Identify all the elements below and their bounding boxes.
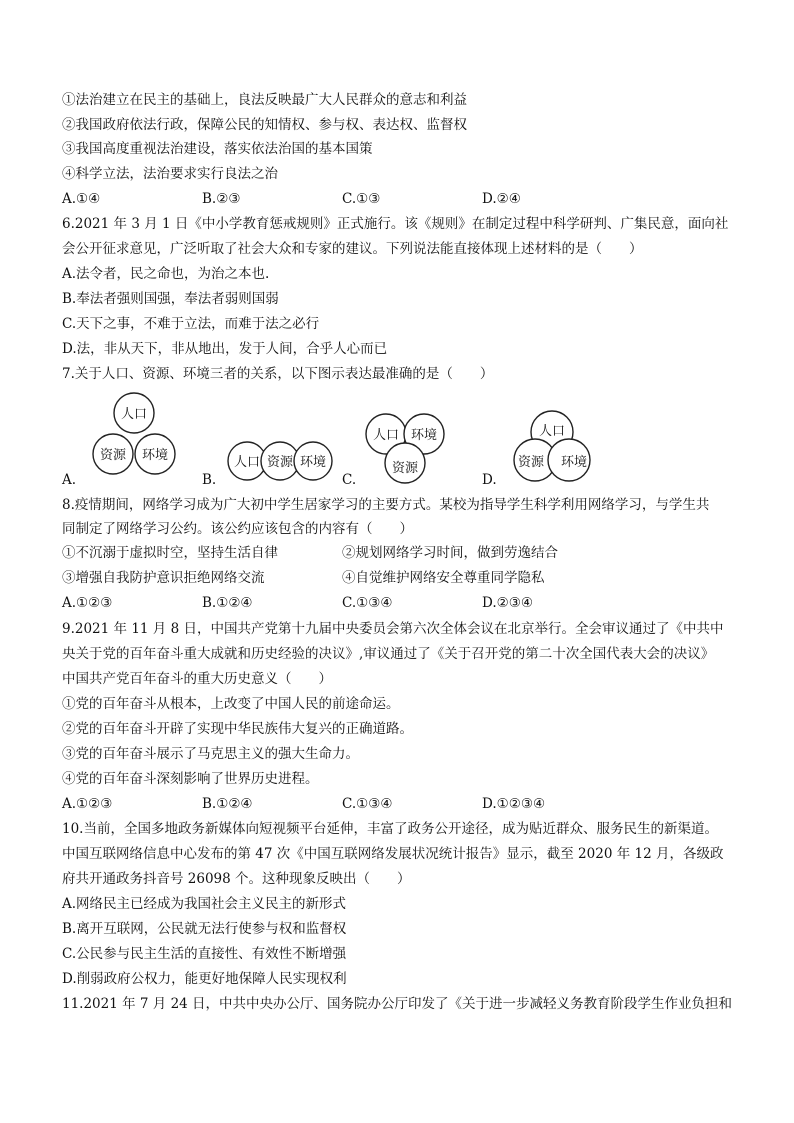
q11-stem: 11.2021 年 7 月 24 日，中共中央办公厅、国务院办公厅印发了《关于进一步减轻义务教育阶段学生作业负担和 — [62, 996, 733, 1012]
q5-option-d: D.②④ — [482, 191, 521, 207]
q9-option-b: B.①②④ — [202, 796, 253, 812]
diagram-d-environment-label: 环境 — [560, 455, 588, 470]
diagram-a-resources-label: 资源 — [99, 448, 127, 463]
q8-statement-3: ③增强自我防护意识拒绝网络交流 — [62, 570, 265, 586]
diagram-c — [364, 410, 446, 486]
q10-option-b: B.离开互联网，公民就无法行使参与权和监督权 — [62, 921, 347, 937]
diagram-c-environment-label: 环境 — [410, 428, 438, 443]
q9-statement-2: ②党的百年奋斗开辟了实现中华民族伟大复兴的正确道路。 — [62, 721, 413, 737]
q5-statement-3: ③我国高度重视法治建设，落实依法治国的基本国策 — [62, 141, 373, 157]
diagram-c-letter: C. — [342, 472, 357, 488]
q8-statement-1: ①不沉溺于虚拟时空，坚持生活自律 — [62, 545, 278, 561]
q6-option-a: A.法令者，民之命也，为治之本也. — [62, 266, 270, 282]
q6-option-b: B.奉法者强则国强，奉法者弱则国弱 — [62, 291, 279, 307]
q6-option-d: D.法，非从天下，非从地出，发于人间，合乎人心而已 — [62, 341, 388, 357]
q8-statement-4: ④自觉维护网络安全尊重同学隐私 — [342, 570, 545, 586]
diagram-b-letter: B. — [202, 472, 217, 488]
diagram-d-letter: D. — [482, 472, 497, 488]
q8-option-c: C.①③④ — [342, 595, 393, 611]
q5-statement-2: ②我国政府依法行政，保障公民的知情权、参与权、表达权、监督权 — [62, 117, 467, 133]
q10-stem-line-3: 府共开通政务抖音号 26098 个。这种现象反映出（ ） — [62, 871, 411, 887]
q9-stem-line-2: 央关于党的百年奋斗重大成就和历史经验的决议》,审议通过了《关于召开党的第二十次全国代表大会的决议》 — [62, 646, 715, 662]
q10-option-c: C.公民参与民主生活的直接性、有效性不断增强 — [62, 946, 347, 962]
q10-stem-line-1: 10.当前，全国多地政务新媒体向短视频平台延伸，丰富了政务公开途径，成为贴近群众、服务民生的新渠道。 — [62, 821, 718, 837]
q10-option-d: D.削弱政府公权力，能更好地保障人民实现权利 — [62, 971, 347, 987]
diagram-a-letter: A. — [62, 472, 77, 488]
diagram-c-resources-label: 资源 — [391, 461, 419, 476]
q7-stem: 7.关于人口、资源、环境三者的关系，以下图示表达最准确的是（ ） — [62, 366, 494, 382]
diagram-b-resources-label: 资源 — [266, 455, 294, 470]
q8-option-a: A.①②③ — [62, 595, 113, 611]
diagram-b-environment-label: 环境 — [299, 455, 327, 470]
q5-statement-1: ①法治建立在民主的基础上，良法反映最广大人民群众的意志和利益 — [62, 92, 467, 108]
q6-stem-line-1: 6.2021 年 3 月 1 日《中小学教育惩戒规则》正式施行。该《规则》在制定过程中科学研判、广集民意，面向社 — [62, 216, 729, 232]
diagram-b-population-label: 人口 — [233, 455, 261, 470]
q9-option-d: D.①②③④ — [482, 796, 546, 812]
diagram-d-population-label: 人口 — [538, 424, 566, 439]
diagram-b — [226, 436, 334, 486]
q9-option-c: C.①③④ — [342, 796, 393, 812]
q9-statement-3: ③党的百年奋斗展示了马克思主义的强大生命力。 — [62, 746, 359, 762]
q10-option-a: A.网络民主已经成为我国社会主义民主的新形式 — [62, 896, 347, 912]
q5-option-c: C.①③ — [342, 191, 381, 207]
q6-stem-line-2: 会公开征求意见，广泛听取了社会大众和专家的建议。下列说法能直接体现上述材料的是（ ） — [62, 241, 643, 257]
diagram-a-environment-label: 环境 — [141, 448, 169, 463]
diagram-d-resources-label: 资源 — [517, 455, 545, 470]
q9-statement-1: ①党的百年奋斗从根本，上改变了中国人民的前途命运。 — [62, 696, 400, 712]
q8-stem-line-1: 8.疫情期间，网络学习成为广大初中学生居家学习的主要方式。某校为指导学生科学利用网络学习，与学生共 — [62, 497, 710, 513]
q8-option-b: B.①②④ — [202, 595, 253, 611]
q9-stem-line-1: 9.2021 年 11 月 8 日，中国共产党第十九届中央委员会第六次全体会议在北京举行。全会审议通过了《中共中 — [62, 621, 724, 637]
q5-option-a: A.①④ — [62, 191, 101, 207]
q8-stem-line-2: 同制定了网络学习公约。该公约应该包含的内容有（ ） — [62, 521, 413, 537]
q5-statement-4: ④科学立法，法治要求实行良法之治 — [62, 166, 278, 182]
diagram-a-population-label: 人口 — [120, 407, 148, 422]
q8-option-d: D.②③④ — [482, 595, 533, 611]
diagram-d — [506, 408, 598, 486]
q9-stem-line-3: 中国共产党百年奋斗的重大历史意义（ ） — [62, 671, 332, 687]
q8-statement-2: ②规划网络学习时间，做到劳逸结合 — [342, 545, 558, 561]
q10-stem-line-2: 中国互联网络信息中心发布的第 47 次《中国互联网络发展状况统计报告》显示，截至 2020 年 12 月，各级政 — [62, 846, 724, 862]
q9-option-a: A.①②③ — [62, 796, 113, 812]
q6-option-c: C.天下之事，不难于立法，而难于法之必行 — [62, 316, 320, 332]
q9-statement-4: ④党的百年奋斗深刻影响了世界历史进程。 — [62, 771, 319, 787]
q5-option-b: B.②③ — [202, 191, 241, 207]
diagram-a — [88, 392, 188, 482]
diagram-c-population-label: 人口 — [372, 428, 400, 443]
